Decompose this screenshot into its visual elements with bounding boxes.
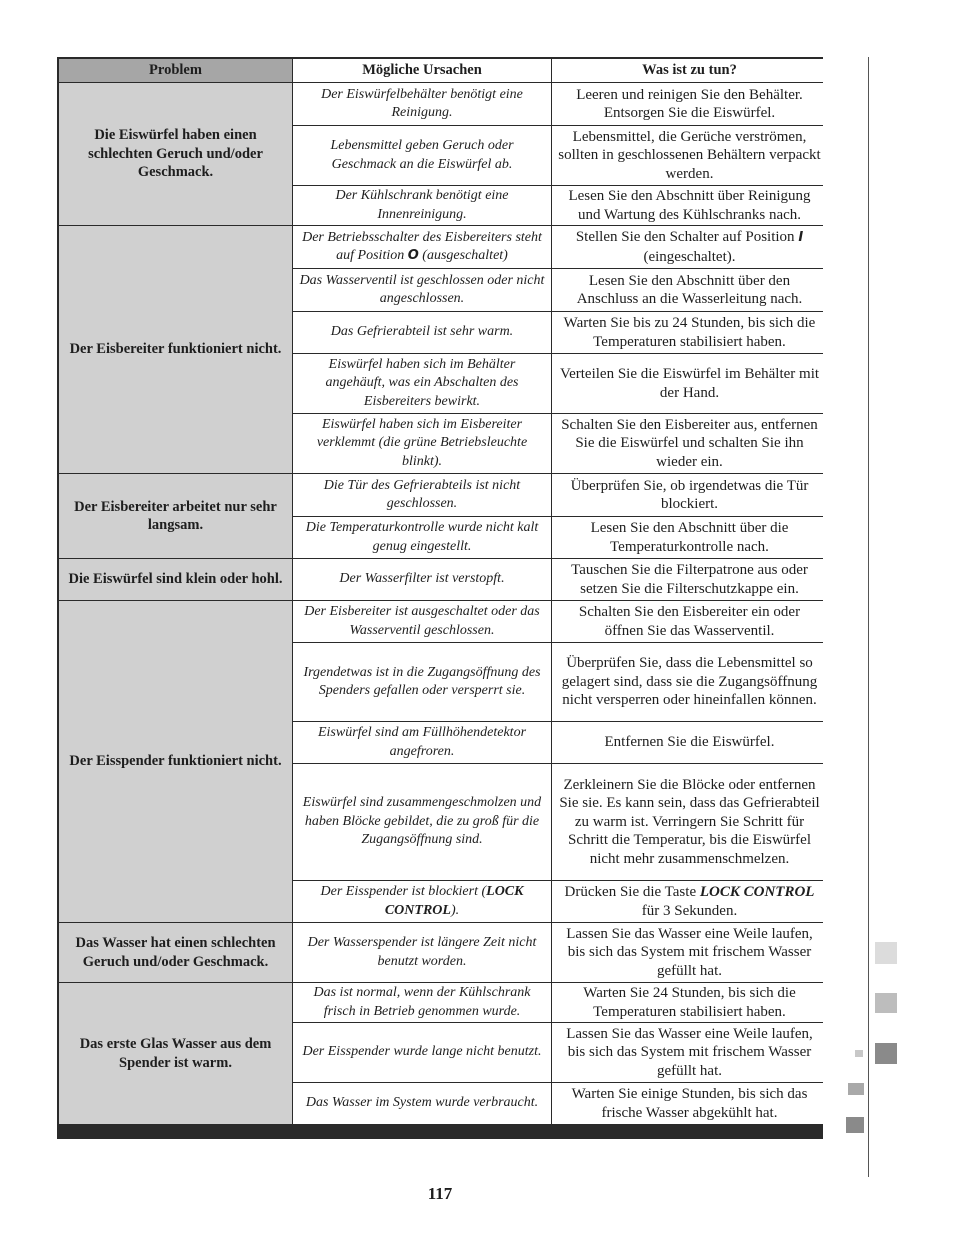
cause-text: Das Wasserventil ist geschlossen oder nicht angeschlossen. bbox=[299, 272, 545, 306]
todo-cell bbox=[552, 881, 827, 922]
cause-text: Eiswürfel sind zusammengeschmolzen und haben Blöcke gebildet, die zu groß für die Zugangsöffnung sind. bbox=[302, 795, 542, 848]
problem-cell bbox=[59, 983, 292, 1124]
cause-cell bbox=[293, 474, 551, 516]
problem-text: Das erste Glas Wasser aus dem Spender ist warm. bbox=[79, 1036, 272, 1071]
margin-rule bbox=[868, 57, 869, 1177]
problem-cell bbox=[59, 474, 292, 558]
cause-cell bbox=[293, 517, 551, 558]
cause-text: Der Kühlschrank benötigt eine Innenreinigung. bbox=[335, 188, 509, 222]
todo-text: Warten Sie einige Stunden, bis sich das frische Wasser abgekühlt hat. bbox=[571, 1086, 808, 1121]
todo-text: Lassen Sie das Wasser eine Weile laufen, bis sich das System mit frischem Wasser gefüllt hat. bbox=[566, 925, 813, 979]
cause-text: Der Betriebsschalter des Eisbereiters steht auf Position bbox=[302, 229, 542, 263]
cause-text: Eiswürfel haben sich im Behälter angehäuft, was ein Abschalten des Eisbereiters bewirkt. bbox=[325, 356, 519, 409]
problem-text: Die Eiswürfel sind klein oder hohl. bbox=[68, 571, 283, 588]
cause-cell bbox=[293, 722, 551, 763]
cause-text: Der Wasserfilter ist verstopft. bbox=[339, 571, 505, 587]
lock-control-label: LOCK CONTROL bbox=[699, 884, 815, 900]
cause-text: Die Tür des Gefrierabteils ist nicht geschlossen. bbox=[323, 477, 521, 511]
todo-cell bbox=[552, 1023, 827, 1082]
problem-cell bbox=[59, 923, 292, 982]
cause-cell bbox=[293, 414, 551, 473]
todo-cell bbox=[552, 83, 827, 125]
todo-text: für 3 Sekunden. bbox=[641, 902, 738, 919]
problem-cell bbox=[59, 83, 292, 225]
troubleshooting-table bbox=[57, 57, 823, 1139]
todo-text: Entfernen Sie die Eiswürfel. bbox=[604, 734, 775, 751]
cause-text: Die Temperaturkontrolle wurde nicht kalt genug eingestellt. bbox=[305, 520, 539, 554]
cause-text: Lebensmittel geben Geruch oder Geschmack an die Eiswürfel ab. bbox=[330, 138, 514, 172]
cause-text: Irgendetwas ist in die Zugangsöffnung des Spenders gefallen oder versperrt sie. bbox=[303, 664, 541, 698]
cause-cell bbox=[293, 983, 551, 1022]
todo-cell bbox=[552, 1083, 827, 1124]
cause-cell bbox=[293, 226, 551, 268]
section-tab-marker bbox=[875, 942, 897, 964]
todo-cell bbox=[552, 764, 827, 880]
todo-text: Warten Sie 24 Stunden, bis sich die Temperaturen stabilisiert haben. bbox=[583, 985, 796, 1020]
off-symbol: O bbox=[407, 248, 419, 263]
todo-cell bbox=[552, 474, 827, 516]
cause-text: Der Eisspender ist blockiert ( bbox=[320, 884, 487, 899]
page-number: 117 bbox=[427, 1184, 453, 1203]
todo-text: Überprüfen Sie, dass die Lebensmittel so gelagert sind, dass sie die Zugangsöffnung nicht versperren oder hineinfallen können. bbox=[561, 655, 818, 709]
todo-text: Zerkleinern Sie die Blöcke oder entfernen Sie sie. Es kann sein, dass das Gefrierabteil zu warm ist. Verringern Sie Schritt für Schritt die Temperatur, bis die Eiswürfel nicht mehr zusammenschmelzen. bbox=[559, 776, 820, 867]
cause-cell bbox=[293, 881, 551, 922]
cause-text: Das Gefrierabteil ist sehr warm. bbox=[330, 324, 514, 340]
cause-cell bbox=[293, 643, 551, 721]
section-tab-marker bbox=[875, 1043, 897, 1064]
todo-cell bbox=[552, 312, 827, 353]
on-symbol: I bbox=[798, 230, 804, 245]
todo-text: Lesen Sie den Abschnitt über den Anschluss an die Wasserleitung nach. bbox=[576, 272, 803, 307]
todo-text: Überprüfen Sie, ob irgendetwas die Tür blockiert. bbox=[570, 477, 809, 512]
todo-text: Warten Sie bis zu 24 Stunden, bis sich die Temperaturen stabilisiert haben. bbox=[563, 315, 816, 350]
todo-text: Lassen Sie das Wasser eine Weile laufen, bis sich das System mit frischem Wasser gefüllt hat. bbox=[566, 1025, 813, 1079]
header-todo: Was ist zu tun? bbox=[552, 59, 827, 82]
section-tab-marker bbox=[846, 1117, 864, 1133]
section-tab-marker bbox=[855, 1050, 863, 1057]
cause-text: Der Eisspender wurde lange nicht benutzt. bbox=[302, 1044, 542, 1060]
cause-cell bbox=[293, 923, 551, 982]
todo-cell bbox=[552, 643, 827, 721]
problem-cell bbox=[59, 226, 292, 473]
cause-cell bbox=[293, 312, 551, 353]
todo-cell bbox=[552, 226, 827, 268]
todo-cell bbox=[552, 722, 827, 763]
todo-cell bbox=[552, 269, 827, 311]
cause-text: Das Wasser im System wurde verbraucht. bbox=[305, 1095, 539, 1111]
todo-cell bbox=[552, 559, 827, 600]
cause-cell bbox=[293, 354, 551, 413]
cause-text: Der Eiswürfelbehälter benötigt eine Reinigung. bbox=[321, 86, 523, 120]
todo-cell bbox=[552, 354, 827, 413]
cause-text: Der Eisbereiter ist ausgeschaltet oder das Wasserventil geschlossen. bbox=[304, 604, 540, 638]
todo-text: Schalten Sie den Eisbereiter ein oder öffnen Sie das Wasserventil. bbox=[578, 604, 801, 639]
cause-cell bbox=[293, 1023, 551, 1082]
todo-text: (eingeschaltet). bbox=[643, 248, 736, 265]
todo-cell bbox=[552, 601, 827, 642]
header-causes: Mögliche Ursachen bbox=[293, 59, 551, 82]
todo-cell bbox=[552, 414, 827, 473]
todo-text: Lesen Sie den Abschnitt über Reinigung und Wartung des Kühlschranks nach. bbox=[568, 188, 811, 223]
todo-text: Verteilen Sie die Eiswürfel im Behälter mit der Hand. bbox=[559, 366, 820, 401]
cause-cell bbox=[293, 269, 551, 311]
cause-text: Das ist normal, wenn der Kühlschrank frisch in Betrieb genommen wurde. bbox=[313, 985, 531, 1019]
todo-cell bbox=[552, 186, 827, 225]
todo-text: Drücken Sie die Taste bbox=[564, 884, 700, 900]
cause-cell bbox=[293, 1083, 551, 1124]
cause-cell bbox=[293, 186, 551, 225]
todo-text: Lesen Sie den Abschnitt über die Temperaturkontrolle nach. bbox=[590, 520, 789, 555]
section-tab-marker bbox=[848, 1083, 864, 1095]
problem-text: Der Eisbereiter arbeitet nur sehr langsam. bbox=[74, 498, 277, 533]
cause-cell bbox=[293, 83, 551, 125]
cause-text: (ausgeschaltet) bbox=[418, 248, 508, 263]
cause-text: Eiswürfel haben sich im Eisbereiter verklemmt (die grüne Betriebsleuchte blinkt). bbox=[316, 416, 528, 469]
todo-cell bbox=[552, 923, 827, 982]
todo-text: Lebensmittel, die Gerüche verströmen, sollten in geschlossenen Behältern verpackt werden. bbox=[558, 128, 821, 182]
cause-text: Eiswürfel sind am Füllhöhendetektor angefroren. bbox=[317, 725, 527, 759]
todo-text: Stellen Sie den Schalter auf Position bbox=[575, 229, 799, 245]
todo-cell bbox=[552, 983, 827, 1022]
cause-cell bbox=[293, 126, 551, 185]
problem-text: Der Eisspender funktioniert nicht. bbox=[69, 753, 282, 770]
section-tab-marker bbox=[875, 993, 897, 1013]
problem-text: Das Wasser hat einen schlechten Geruch und/oder Geschmack. bbox=[75, 935, 276, 970]
todo-text: Schalten Sie den Eisbereiter aus, entfernen Sie die Eiswürfel und schalten Sie ihn wieder ein. bbox=[561, 416, 818, 470]
lock-control-label: LOCK CONTROL bbox=[384, 884, 524, 918]
todo-text: Leeren und reinigen Sie den Behälter. Entsorgen Sie die Eiswürfel. bbox=[576, 86, 803, 121]
cause-text: Der Wasserspender ist längere Zeit nicht benutzt worden. bbox=[307, 935, 537, 969]
header-problem: Problem bbox=[59, 59, 292, 82]
cause-text: ). bbox=[450, 902, 460, 918]
problem-cell bbox=[59, 601, 292, 922]
todo-cell bbox=[552, 126, 827, 185]
problem-cell bbox=[59, 559, 292, 600]
problem-text: Die Eiswürfel haben einen schlechten Geruch und/oder Geschmack. bbox=[88, 127, 263, 181]
cause-cell bbox=[293, 559, 551, 600]
cause-cell bbox=[293, 601, 551, 642]
cause-cell bbox=[293, 764, 551, 880]
todo-text: Tauschen Sie die Filterpatrone aus oder setzen Sie die Filterschutzkappe ein. bbox=[571, 562, 808, 597]
problem-text: Der Eisbereiter funktioniert nicht. bbox=[69, 341, 282, 358]
todo-cell bbox=[552, 517, 827, 558]
